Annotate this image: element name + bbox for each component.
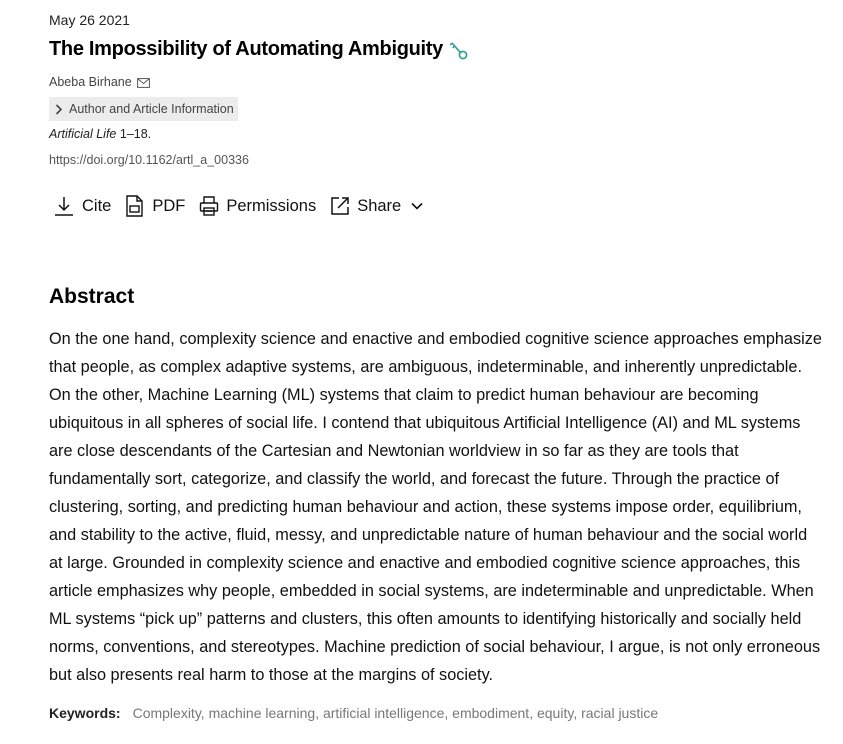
keyword-separator: , <box>573 705 582 721</box>
cite-label: Cite <box>82 196 112 215</box>
keyword-separator: , <box>200 705 209 721</box>
author-article-info-toggle[interactable] <box>49 97 238 121</box>
permissions-button[interactable] <box>199 195 316 217</box>
keyword-link[interactable]: racial justice <box>581 705 659 721</box>
article-toolbar <box>53 195 437 217</box>
journal-name: Artificial Life <box>49 127 117 141</box>
keyword-link[interactable]: equity <box>536 705 574 721</box>
pdf-button[interactable] <box>125 195 185 217</box>
download-icon <box>53 195 75 217</box>
permissions-label: Permissions <box>226 196 317 215</box>
keywords-row <box>49 705 658 721</box>
share-label: Share <box>357 196 402 215</box>
share-button[interactable] <box>330 196 423 216</box>
publication-date: May 26 2021 <box>49 12 130 28</box>
keyword-link[interactable]: Complexity <box>132 705 201 721</box>
keyword-link[interactable]: machine learning <box>208 705 316 721</box>
keyword-separator: , <box>444 705 453 721</box>
doi-link[interactable]: https://doi.org/10.1162/artl_a_00336 <box>49 153 249 167</box>
author-name[interactable]: Abeba Birhane <box>49 75 132 89</box>
mail-icon[interactable] <box>137 77 150 87</box>
chevron-right-icon <box>55 104 63 115</box>
abstract-heading: Abstract <box>49 285 135 308</box>
author-row <box>49 75 150 89</box>
print-permissions-icon <box>199 195 219 217</box>
abstract-text: On the one hand, complexity science and enactive and embodied cognitive science approaches emphasize that people, as complex adaptive systems, are ambiguous, indeterminable, and inherently unpredictable. On the other, Machine Learning (ML) systems that claim to predict human behaviour are becoming ubiquitous in all spheres of social life. I contend that ubiquitous Artificial Intelligence (AI) and ML systems are close descendants of the Cartesian and Newtonian worldview in so far as they are tools that fundamentally sort, categorize, and classify the world, and forecast the future. Through the practice of clustering, sorting, and predicting human behaviour and action, these systems impose order, equilibrium, and stability to the active, fluid, messy, and unpredictable nature of human behaviour and the social world at large. Grounded in complexity science and enactive and embodied cognitive science approaches, this article emphasizes why people, embedded in social systems, are indeterminable and unpredictable. When ML systems “pick up” patterns and clusters, this often amounts to identifying historically and socially held norms, conventions, and stereotypes. Machine prediction of social behaviour, I argue, is not only erroneous but also presents real harm to those at the margins of society. <box>49 330 822 684</box>
keyword-separator: , <box>529 705 537 721</box>
keyword-link[interactable]: artificial intelligence <box>322 705 445 721</box>
pdf-label: PDF <box>152 196 186 215</box>
keyword-link[interactable]: embodiment <box>452 705 530 721</box>
article-title: The Impossibility of Automating Ambiguity <box>49 38 443 60</box>
page-range: 1–18. <box>116 127 152 141</box>
chevron-down-icon <box>411 202 423 210</box>
share-icon <box>330 196 350 216</box>
author-info-label: Author and Article Information <box>69 102 234 116</box>
keyword-list <box>133 705 659 721</box>
keyword-separator: , <box>315 705 323 721</box>
pdf-icon <box>125 195 145 217</box>
open-access-key-icon <box>449 39 469 61</box>
title-row <box>49 38 469 61</box>
cite-button[interactable] <box>53 195 111 217</box>
keywords-label: Keywords: <box>49 705 121 721</box>
citation <box>49 127 151 141</box>
